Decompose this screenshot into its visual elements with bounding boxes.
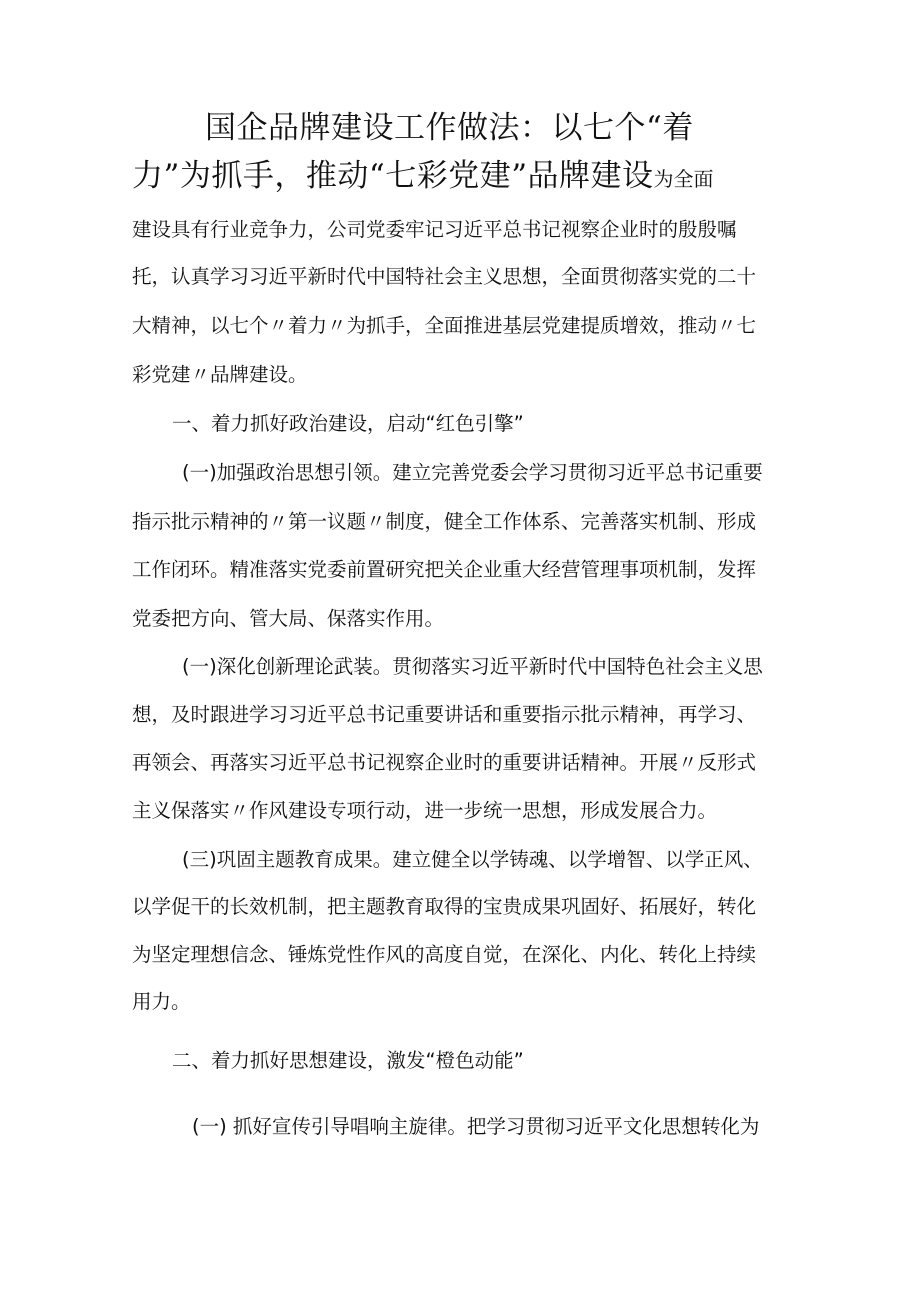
paragraph-3-line: (三)巩固主题教育成果。建立健全以学铸魂、以学增智、以学正风、 [182,848,763,871]
paragraph-2-line: (一)深化创新理论武装。贯彻落实习近平新时代中国特色社会主义思 [182,655,763,678]
title-text-1: 国企品牌建设工作做法：以七个“着 [205,110,694,146]
document-title-line-2 [132,156,714,199]
paragraph-2-line: 主义保落实〃作风建设专项行动，进一步统一思想，形成发展合力。 [132,799,718,822]
section-heading-2: 二、着力抓好思想建设，激发“橙色动能” [172,1049,524,1072]
document-title-line-1 [205,108,694,148]
paragraph-4-line: (一) 抓好宣传引导唱响主旋律。把学习贯彻习近平文化思想转化为 [192,1115,760,1138]
paragraph-3-line: 用力。 [132,990,191,1013]
intro-line: 大精神，以七个〃着力〃为抓手，全面推进基层党建提质增效，推动〃七 [132,314,757,337]
intro-line: 托，认真学习习近平新时代中国特社会主义思想，全面贯彻落实党的二十 [132,265,757,288]
paragraph-3-line: 为坚定理想信念、锤炼党性作风的高度自觉，在深化、内化、转化上持续 [132,943,757,966]
title-text-2: 力”为抓手，推动“七彩党建”品牌建设 [132,158,654,194]
paragraph-1-line: (一)加强政治思想引领。建立完善党委会学习贯彻习近平总书记重要 [182,461,763,484]
paragraph-2-line: 再领会、再落实习近平总书记视察企业时的重要讲话精神。开展〃反形式 [132,751,757,774]
paragraph-1-line: 指示批示精神的〃第一议题〃制度，健全工作体系、完善落实机制、形成 [132,510,757,533]
section-heading-1: 一、着力抓好政治建设，启动“红色引擎” [172,412,524,435]
paragraph-1-line: 工作闭环。精准落实党委前置研究把关企业重大经营管理事项机制，发挥 [132,558,757,581]
intro-line: 建设具有行业竞争力，公司党委牢记习近平总书记视察企业时的殷殷嘱 [132,218,737,241]
paragraph-2-line: 想，及时跟进学习习近平总书记重要讲话和重要指示批示精神，再学习、 [132,703,757,726]
paragraph-3-line: 以学促干的长效机制，把主题教育取得的宝贵成果巩固好、拓展好，转化 [132,895,757,918]
paragraph-1-line: 党委把方向、管大局、保落实作用。 [132,607,445,630]
intro-line: 彩党建〃品牌建设。 [132,363,308,386]
title-tail-text: 为全面 [653,167,714,191]
